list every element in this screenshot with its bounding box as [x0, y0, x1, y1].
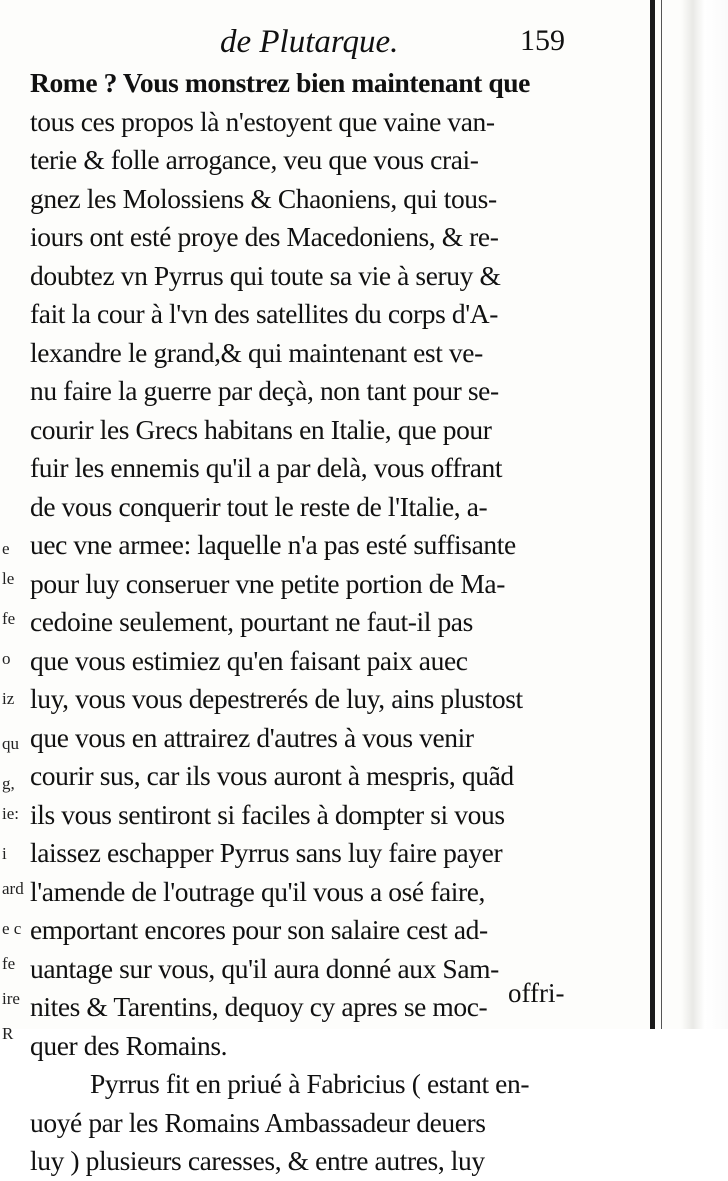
- text-line: emportant encores pour son salaire cest ad-: [30, 914, 488, 945]
- margin-fragment: iz: [2, 689, 15, 708]
- margin-fragment: e c: [2, 919, 22, 938]
- text-line: que vous en attrairez d'autres à vous venir: [30, 721, 474, 753]
- margin-fragment: ard: [2, 879, 24, 898]
- text-line: nites & Tarentins, dequoy cy apres se moc-: [30, 991, 488, 1022]
- margin-fragment: ire: [2, 989, 20, 1008]
- margin-fragment: i: [2, 844, 7, 863]
- margin-fragment: ie:: [2, 804, 19, 823]
- text-line: luy ) plusieurs caresses, & entre autres, luy: [30, 1145, 485, 1176]
- margin-fragment: qu: [2, 734, 19, 753]
- text-line: courir sus, car ils vous auront à mespris, quãd: [30, 760, 514, 791]
- text-line: lexandre le grand,& qui maintenant est ve-: [30, 336, 483, 368]
- text-line: courir les Grecs habitans en Italie, que pour: [30, 413, 492, 445]
- text-line: fait la cour à l'vn des satellites du corps d'A-: [30, 298, 498, 329]
- text-line: tous ces propos là n'estoyent que vaine van-: [30, 105, 495, 137]
- margin-fragment: g,: [2, 774, 15, 793]
- text-line: que vous estimiez qu'en faisant paix auec: [30, 644, 468, 676]
- margin-fragment: fe: [2, 954, 16, 973]
- running-head: de Plutarque.: [220, 24, 399, 60]
- binding-edge: [650, 0, 655, 1029]
- margin-fragment: le: [2, 569, 15, 588]
- adjacent-page-margin: [0, 520, 34, 1043]
- text-line: pour luy conseruer vne petite portion de Ma-: [30, 567, 505, 599]
- text-line: gnez les Molossiens & Chaoniens, qui tous-: [30, 182, 497, 214]
- text-line: Rome ? Vous monstrez bien maintenant que: [30, 67, 530, 98]
- text-line: de vous conquerir tout le reste de l'Italie, a-: [30, 490, 488, 522]
- margin-fragment: R: [2, 1024, 14, 1043]
- text-line: doubtez vn Pyrrus qui toute sa vie à seruy &: [30, 259, 501, 291]
- binding-edge-thin: [661, 0, 662, 1029]
- text-line: cedoine seulement, pourtant ne faut-il pas: [30, 606, 473, 637]
- text-line: terie & folle arrogance, veu que vous crai-: [30, 144, 479, 175]
- text-line: quer des Romains.: [30, 1029, 228, 1061]
- page-header: [40, 20, 606, 68]
- text-line: fuir les ennemis qu'il a par delà, vous offrant: [30, 452, 503, 483]
- margin-fragment: o: [2, 649, 11, 668]
- text-line: uec vne armee: laquelle n'a pas esté suffisante: [30, 529, 516, 560]
- text-line: ils vous sentiront si faciles à dompter si vous: [30, 798, 505, 830]
- text-line: luy, vous vous depestrerés de luy, ains plustost: [30, 683, 523, 714]
- text-line: Pyrrus fit en priué à Fabricius ( estant en-: [90, 1068, 530, 1099]
- text-line: uoyé par les Romains Ambassadeur deuers: [30, 1106, 486, 1138]
- margin-fragment: fe: [2, 609, 16, 628]
- margin-fragment: e: [2, 539, 10, 558]
- text-line: nu faire la guerre par deçà, non tant pour se-: [30, 375, 499, 406]
- page-number: 159: [520, 24, 565, 57]
- text-line: l'amende de l'outrage qu'il vous a osé faire,: [30, 875, 486, 907]
- body-text: [30, 64, 600, 1181]
- catchword: offri-: [508, 978, 565, 1008]
- text-line: uantage sur vous, qu'il aura donné aux Sam-: [30, 952, 499, 984]
- text-line: iours ont esté proye des Macedoniens, & re-: [30, 221, 499, 252]
- text-line: laissez eschapper Pyrrus sans luy faire payer: [30, 837, 503, 868]
